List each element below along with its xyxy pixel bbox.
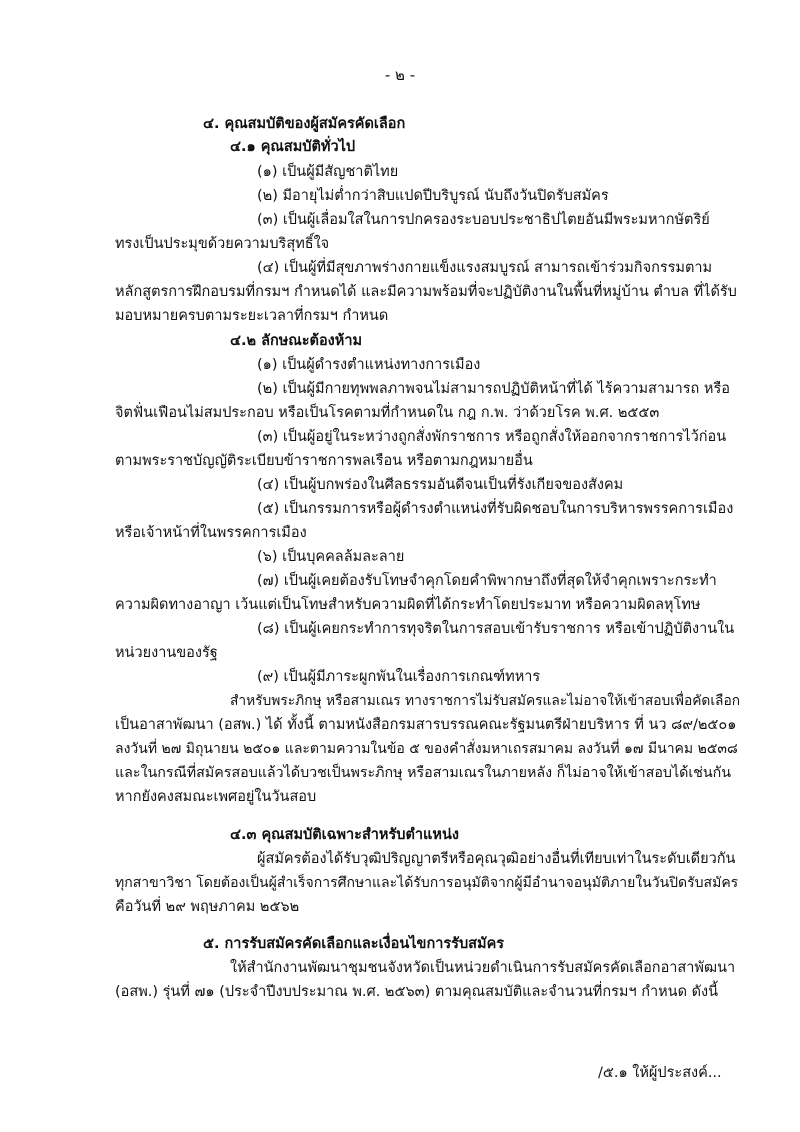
paragraph-line: (๕) เป็นกรรมการหรือผู้ดำรงตำแหน่งที่รับผิดชอบในการบริหารพรรคการเมือง	[257, 501, 734, 517]
paragraph-line: (๖) เป็นบุคคลล้มละลาย	[257, 549, 405, 565]
section-5-heading: ๕. การรับสมัครคัดเลือกและเงื่อนไขการรับสมัคร	[203, 936, 505, 952]
paragraph-line: ผู้สมัครต้องได้รับวุฒิปริญญาตรีหรือคุณวุฒิอย่างอื่นที่เทียบเท่าในระดับเดียวกัน	[257, 851, 736, 867]
paragraph-line: จิตฟั่นเฟือนไม่สมประกอบ หรือเป็นโรคตามที่กำหนดใน กฎ ก.พ. ว่าด้วยโรค พ.ศ. ๒๕๕๓	[115, 405, 660, 421]
paragraph-line: สำหรับพระภิกษุ หรือสามเณร ทางราชการไม่รับสมัครและไม่อาจให้เข้าสอบเพื่อคัดเลือก	[230, 693, 741, 709]
paragraph-line: (๙) เป็นผู้มีภาระผูกพันในเรื่องการเกณฑ์ทหาร	[257, 669, 541, 685]
paragraph-line: หน่วยงานของรัฐ	[115, 645, 218, 661]
paragraph-line: (๑) เป็นผู้มีสัญชาติไทย	[257, 164, 399, 180]
section-4-heading: ๔. คุณสมบัติของผู้สมัครคัดเลือก	[203, 116, 406, 132]
page-continuation-footer: /๕.๑ ให้ผู้ประสงค์...	[598, 1065, 722, 1081]
paragraph-line: ตามพระราชบัญญัติระเบียบข้าราชการพลเรือน หรือตามกฎหมายอื่น	[115, 453, 533, 469]
paragraph-line: ให้สำนักงานพัฒนาชุมชนจังหวัดเป็นหน่วยดำเนินการรับสมัครคัดเลือกอาสาพัฒนา	[230, 960, 736, 976]
paragraph-line: และในกรณีที่สมัครสอบแล้วได้บวชเป็นพระภิกษุ หรือสามเณรในภายหลัง ก็ไม่อาจให้เข้าสอบได้เช่นกัน	[115, 765, 732, 781]
paragraph-line: ทรงเป็นประมุขด้วยความบริสุทธิ์ใจ	[115, 236, 330, 252]
section-4-3-heading: ๔.๓ คุณสมบัติเฉพาะสำหรับตำแหน่ง	[230, 827, 459, 843]
paragraph-line: ทุกสาขาวิชา โดยต้องเป็นผู้สำเร็จการศึกษาและได้รับการอนุมัติจากผู้มีอำนาจอนุมัติภายในวันปิดรับสมัคร	[115, 875, 739, 891]
paragraph-line: (๒) เป็นผู้มีกายทุพพลภาพจนไม่สามารถปฏิบัติหน้าที่ได้ ไร้ความสามารถ หรือ	[257, 381, 730, 397]
paragraph-line: หรือเจ้าหน้าที่ในพรรคการเมือง	[115, 525, 307, 541]
paragraph-line: ลงวันที่ ๒๗ มิถุนายน ๒๕๐๑ และตามความในข้อ ๕ ของคำสั่งมหาเถรสมาคม ลงวันที่ ๑๗ มีนาคม ๒๕๓๘	[115, 741, 738, 757]
section-4-1-heading: ๔.๑ คุณสมบัติทั่วไป	[230, 139, 356, 155]
paragraph-line: (๑) เป็นผู้ดำรงตำแหน่งทางการเมือง	[257, 357, 481, 373]
paragraph-line: (๔) เป็นผู้บกพร่องในศีลธรรมอันดีจนเป็นที่รังเกียจของสังคม	[257, 477, 624, 493]
section-4-2-heading: ๔.๒ ลักษณะต้องห้าม	[230, 333, 363, 349]
paragraph-line: (๔) เป็นผู้ที่มีสุขภาพร่างกายแข็งแรงสมบูรณ์ สามารถเข้าร่วมกิจกรรมตาม	[257, 260, 713, 276]
paragraph-line: (๘) เป็นผู้เคยกระทำการทุจริตในการสอบเข้ารับราชการ หรือเข้าปฏิบัติงานใน	[257, 621, 735, 637]
paragraph-line: (๓) เป็นผู้อยู่ในระหว่างถูกสั่งพักราชการ หรือถูกสั่งให้ออกจากราชการไว้ก่อน	[257, 429, 727, 445]
paragraph-line: (๗) เป็นผู้เคยต้องรับโทษจำคุกโดยคำพิพากษาถึงที่สุดให้จำคุกเพราะกระทำ	[257, 573, 717, 589]
paragraph-line: หากยังคงสมณะเพศอยู่ในวันสอบ	[115, 789, 317, 805]
paragraph-line: ความผิดทางอาญา เว้นแต่เป็นโทษสำหรับความผิดที่ได้กระทำโดยประมาท หรือความผิดลหุโทษ	[115, 597, 701, 613]
paragraph-line: มอบหมายครบตามระยะเวลาที่กรมฯ กำหนด	[115, 308, 389, 324]
paragraph-line: (๓) เป็นผู้เลื่อมใสในการปกครองระบอบประชาธิปไตยอันมีพระมหากษัตริย์	[257, 212, 710, 228]
paragraph-line: คือวันที่ ๒๙ พฤษภาคม ๒๕๖๒	[115, 899, 300, 915]
paragraph-line: เป็นอาสาพัฒนา (อสพ.) ได้ ทั้งนี้ ตามหนังสือกรมสารบรรณคณะรัฐมนตรีฝ่ายบริหาร ที่ นว ๘๙/๒๕๐๑	[115, 717, 737, 733]
paragraph-line: (๒) มีอายุไม่ต่ำกว่าสิบแปดปีบริบูรณ์ นับถึงวันปิดรับสมัคร	[257, 188, 609, 204]
paragraph-line: หลักสูตรการฝึกอบรมที่กรมฯ กำหนดได้ และมีความพร้อมที่จะปฏิบัติงานในพื้นที่หมู่บ้าน ตำบล ที่ได้รับ	[115, 284, 737, 300]
page-number: - ๒ -	[384, 66, 416, 84]
paragraph-line: (อสพ.) รุ่นที่ ๗๑ (ประจำปีงบประมาณ พ.ศ. ๒๕๖๓) ตามคุณสมบัติและจำนวนที่กรมฯ กำหนด ดังนี้	[115, 984, 719, 1000]
